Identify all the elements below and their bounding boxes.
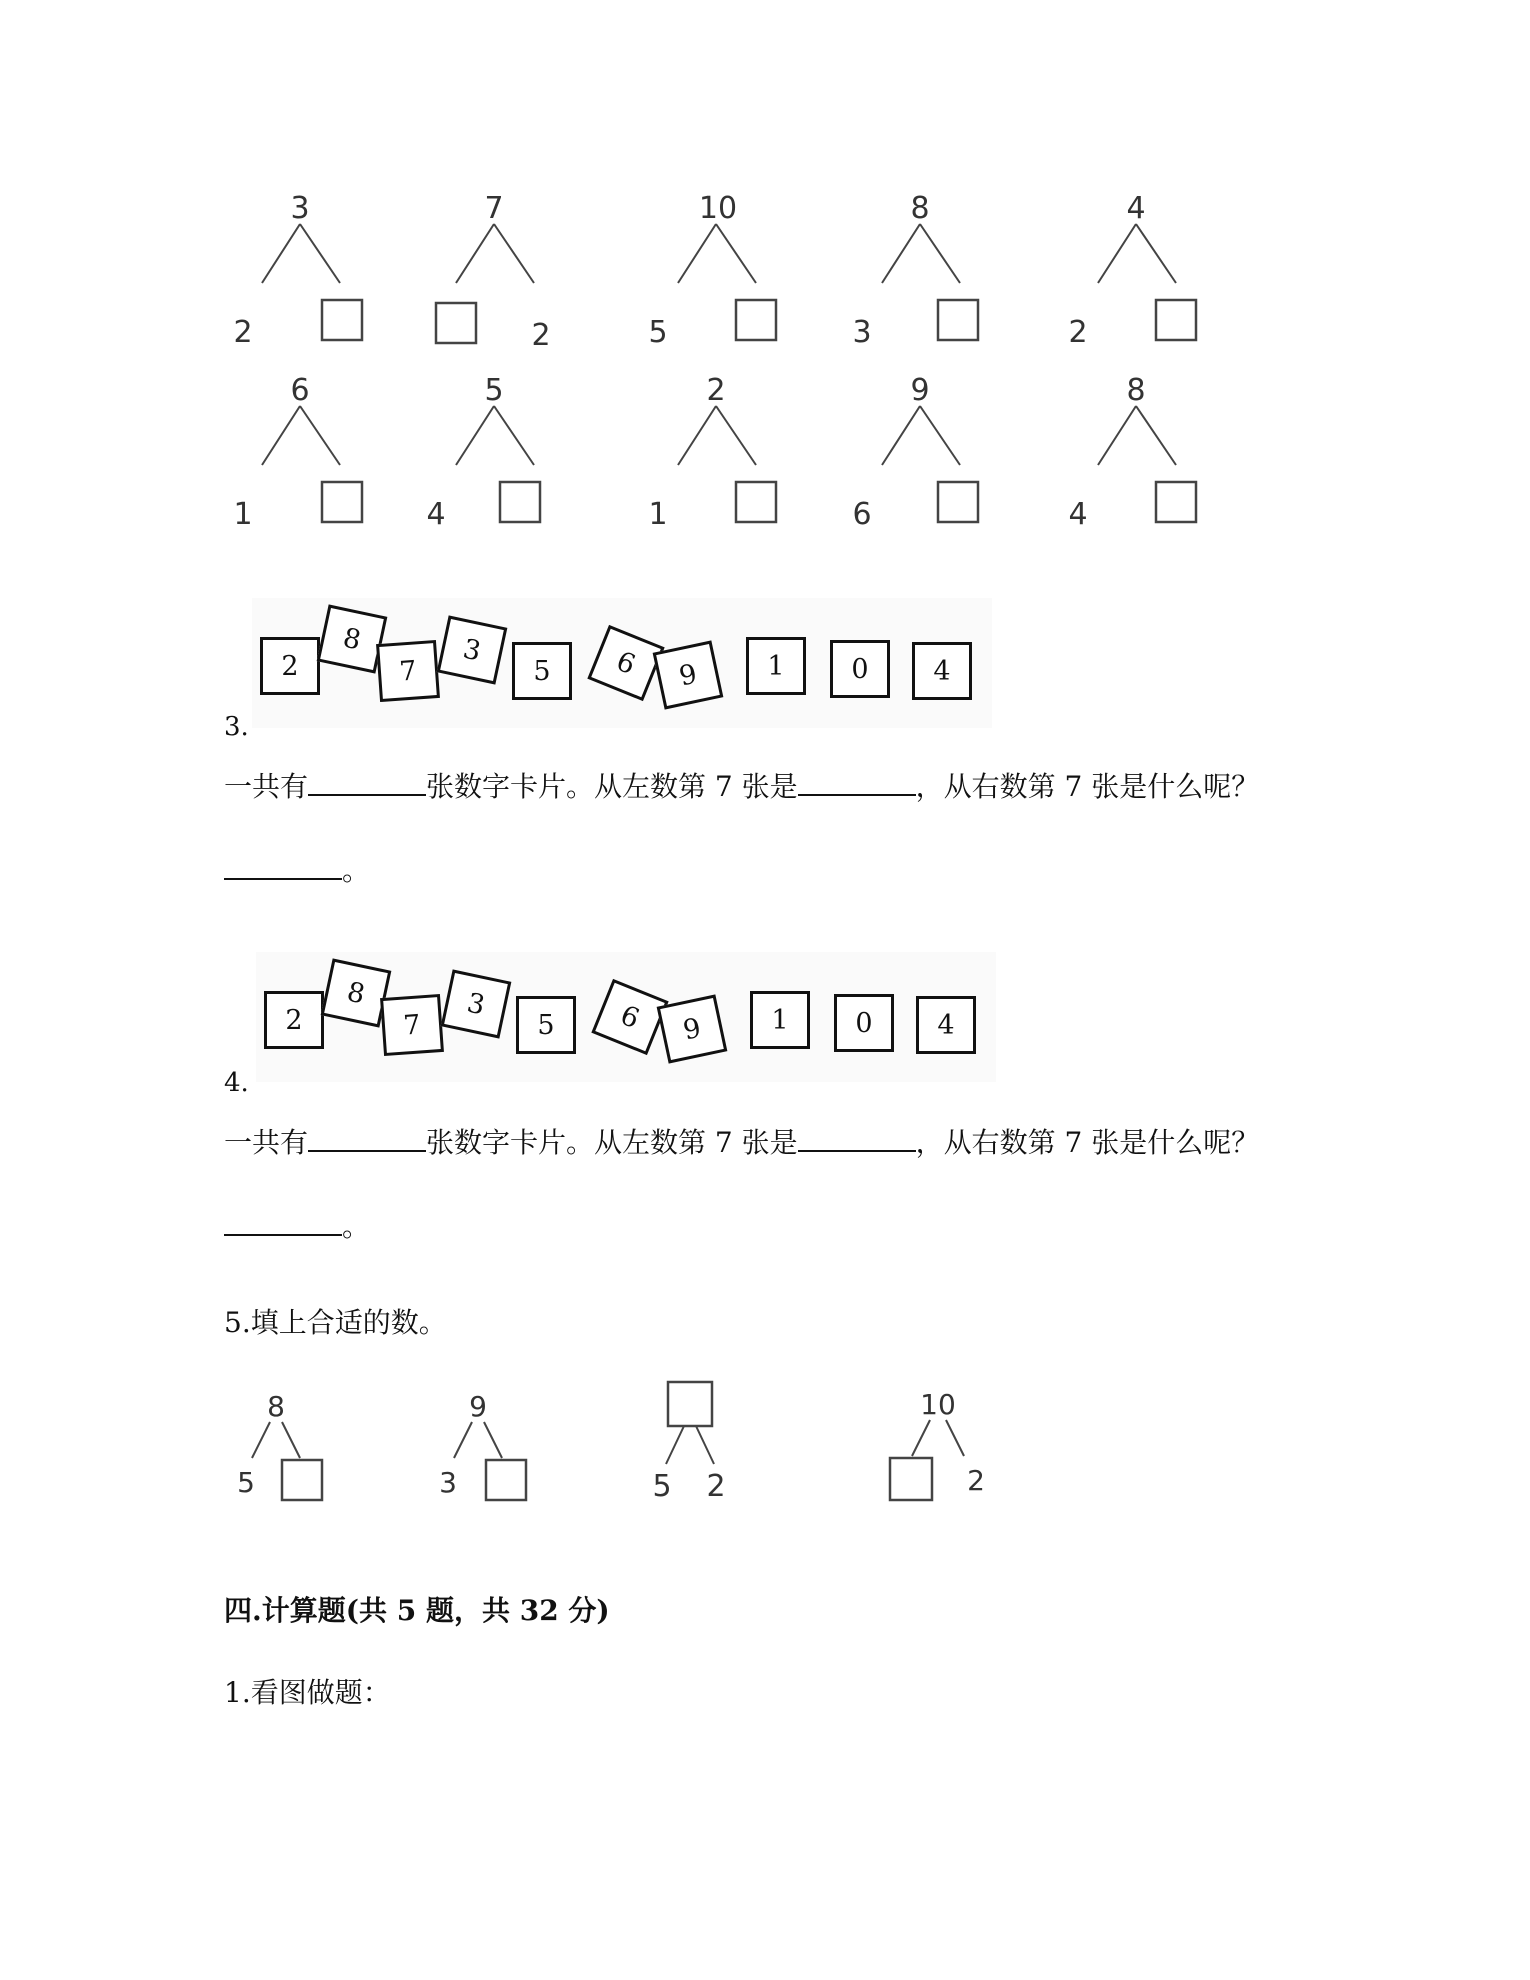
number-card: 3: [441, 969, 512, 1038]
question-title: 1.看图做题：: [224, 1676, 391, 1709]
number-bond-tree: [1068, 373, 1196, 532]
question-answer-line: 。: [224, 1210, 370, 1244]
number-bond-tree: [852, 191, 978, 350]
whole-number: 8: [1126, 373, 1146, 408]
whole-number: 9: [469, 1390, 487, 1423]
number-bond-grid: [0, 0, 1530, 560]
answer-box[interactable]: [1156, 300, 1196, 340]
number-card: 5: [516, 996, 576, 1054]
whole-number: 3: [290, 191, 310, 226]
whole-number: 6: [290, 373, 310, 408]
part-number: 3: [852, 315, 872, 350]
question-text: 一共有 张数字卡片。从左数第 7 张是 ，从右数第 7 张是什么呢？: [224, 1126, 1260, 1159]
number-card: 3: [437, 615, 508, 684]
whole-number: 9: [910, 373, 930, 408]
number-bond-tree: [233, 373, 362, 532]
fill-number-trees: [0, 1380, 1530, 1560]
number-bond-tree: [233, 191, 362, 350]
answer-box[interactable]: [668, 1382, 712, 1426]
answer-box[interactable]: [486, 1460, 526, 1500]
number-card: 4: [916, 996, 976, 1054]
whole-number: 10: [698, 191, 738, 226]
number-bond-tree: [426, 373, 540, 532]
number-card: 4: [912, 642, 972, 700]
part-number: 1: [648, 497, 668, 532]
number-card: 2: [264, 991, 324, 1049]
part-number: 6: [852, 497, 872, 532]
part-number: 5: [648, 315, 668, 350]
number-card: 7: [380, 994, 444, 1056]
number-bond-tree: [237, 1390, 322, 1500]
question-text: 一共有 张数字卡片。从左数第 7 张是 ，从右数第 7 张是什么呢？: [224, 770, 1260, 803]
number-card: 5: [512, 642, 572, 700]
part-number: 2: [1068, 315, 1088, 350]
answer-box[interactable]: [1156, 482, 1196, 522]
question-answer-line: 。: [224, 854, 370, 888]
number-card: 2: [260, 637, 320, 695]
answer-box[interactable]: [890, 1458, 932, 1500]
number-card: 1: [750, 991, 810, 1049]
answer-box[interactable]: [938, 482, 978, 522]
number-card: 9: [653, 640, 724, 709]
number-card: 8: [321, 958, 392, 1027]
answer-box[interactable]: [500, 482, 540, 522]
number-cards-strip: [252, 598, 992, 728]
number-bond-tree: [852, 373, 978, 532]
part-number: 2: [233, 315, 253, 350]
answer-blank[interactable]: [798, 770, 916, 796]
answer-blank[interactable]: [224, 854, 342, 880]
answer-blank[interactable]: [308, 1126, 426, 1152]
number-card: 6: [587, 625, 664, 701]
section-heading: 四.计算题(共 5 题，共 32 分): [224, 1594, 610, 1627]
number-bond-tree: [890, 1388, 985, 1500]
answer-box[interactable]: [736, 300, 776, 340]
number-bond-tree: [1068, 191, 1196, 350]
answer-box[interactable]: [938, 300, 978, 340]
whole-number: 8: [910, 191, 930, 226]
number-card: 9: [657, 994, 728, 1063]
part-number: 1: [233, 497, 253, 532]
part-number: 5: [652, 1469, 672, 1504]
number-bond-tree: [648, 191, 776, 350]
whole-number: 5: [484, 373, 504, 408]
whole-number: 7: [484, 191, 504, 226]
answer-box[interactable]: [436, 303, 476, 343]
number-bond-tree: [648, 373, 776, 532]
answer-box[interactable]: [736, 482, 776, 522]
question-number: 4.: [224, 1068, 249, 1098]
part-number: 2: [967, 1464, 985, 1497]
question-title: 5.填上合适的数。: [224, 1306, 447, 1339]
part-number: 4: [426, 497, 446, 532]
number-card: 6: [591, 979, 668, 1055]
question-number: 3.: [224, 712, 249, 742]
whole-number: 4: [1126, 191, 1146, 226]
number-bond-tree: [439, 1390, 526, 1500]
number-card: 8: [317, 604, 388, 673]
part-number: 5: [237, 1466, 255, 1499]
part-number: 2: [706, 1469, 726, 1504]
part-number: 4: [1068, 497, 1088, 532]
number-bond-tree: [436, 191, 551, 353]
whole-number: 2: [706, 373, 726, 408]
part-number: 2: [531, 318, 551, 353]
number-cards-strip: [256, 952, 996, 1082]
answer-box[interactable]: [282, 1460, 322, 1500]
answer-blank[interactable]: [798, 1126, 916, 1152]
number-card: 7: [376, 640, 440, 702]
number-card: 1: [746, 637, 806, 695]
number-card: 0: [830, 640, 890, 698]
answer-box[interactable]: [322, 300, 362, 340]
number-card: 0: [834, 994, 894, 1052]
whole-number: 8: [267, 1390, 285, 1423]
number-bond-tree: [652, 1382, 725, 1504]
whole-number: 10: [920, 1388, 956, 1421]
answer-box[interactable]: [322, 482, 362, 522]
answer-blank[interactable]: [224, 1210, 342, 1236]
part-number: 3: [439, 1466, 457, 1499]
answer-blank[interactable]: [308, 770, 426, 796]
